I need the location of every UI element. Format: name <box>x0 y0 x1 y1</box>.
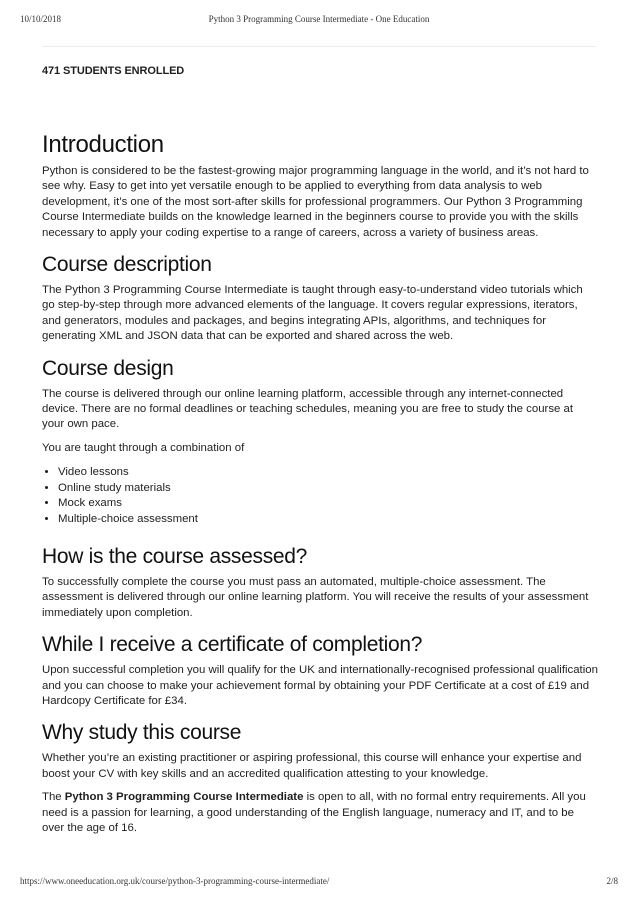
print-title: Python 3 Programming Course Intermediate - One Education <box>208 14 430 24</box>
description-text: The Python 3 Programming Course Intermediate is taught through easy-to-understand video tutorials which go step-by-step through more advanced elements of the language. It covers regular expressions, iterators, and generators, modules and packages, and begins integrating APIs, algorithms, and techniques for generating XML and JSON data that can be exported and shared across the web. <box>42 284 583 343</box>
design-heading: Course design <box>42 356 174 380</box>
design-lead: You are taught through a combination of <box>42 441 245 454</box>
enrolled-count: 471 STUDENTS ENROLLED <box>42 65 185 77</box>
course-name-link[interactable]: Python 3 Programming Course Intermediate <box>64 791 304 804</box>
page-url: https://www.oneeducation.org.uk/course/python-3-programming-course-intermediate/ <box>20 876 330 886</box>
why-requirements <box>42 790 598 836</box>
why-heading: Why study this course <box>42 721 242 745</box>
print-date: 10/10/2018 <box>20 14 62 24</box>
certificate-heading: While I receive a certificate of completion? <box>42 633 423 657</box>
list-item: • Multiple-choice assessment <box>58 512 598 527</box>
print-footer <box>20 876 618 890</box>
list-item: • Online study materials <box>58 481 598 496</box>
design-list <box>42 465 598 527</box>
list-item: • Mock exams <box>58 496 598 511</box>
print-header <box>20 14 618 28</box>
intro-text: Python is considered to be the fastest-growing major programming language in the world, and it’s not hard to see why. Easy to get into yet versatile enough to be applied to everything from data analysis to web development, it’s one of the most sort-after skills for professional programmers. Our Python 3 Programming Course Intermediate builds on the knowledge learned in the beginners course to provide you with the skills necessary to apply your coding expertise to a range of careers, across a variety of business areas. <box>42 165 589 239</box>
course-content <box>42 60 598 836</box>
divider <box>42 46 596 47</box>
certificate-text: Upon successful completion you will qualify for the UK and internationally-recognised professional qualification and you can choose to make your achievement formal by obtaining your PDF Certificate at a cost of £19 and Hardcopy Certificate for £34. <box>42 664 598 707</box>
assessed-heading: How is the course assessed? <box>42 544 308 568</box>
why-prefix: The <box>42 791 65 804</box>
list-item: • Video lessons <box>58 465 598 480</box>
intro-heading: Introduction <box>42 131 164 158</box>
page-number: 2/8 <box>606 876 618 886</box>
description-heading: Course description <box>42 253 212 277</box>
assessed-text: To successfully complete the course you must pass an automated, multiple-choice assessment. The assessment is delivered through our online learning platform. You will receive the results of your assessment immediately upon completion. <box>42 575 589 619</box>
design-text: The course is delivered through our online learning platform, accessible through any internet-connected device. There are no formal deadlines or teaching schedules, meaning you are free to study the course at your own pace. <box>42 387 574 431</box>
why-text: Whether you’re an existing practitioner or aspiring professional, this course will enhance your expertise and boost your CV with key skills and an accredited qualification attesting to your knowledge. <box>42 752 582 780</box>
why-suffix: is open to all, with no formal entry requirements. All you need is a passion for learning, a good understanding of the English language, numeracy and IT, and to be over the age of 16. <box>42 791 586 834</box>
